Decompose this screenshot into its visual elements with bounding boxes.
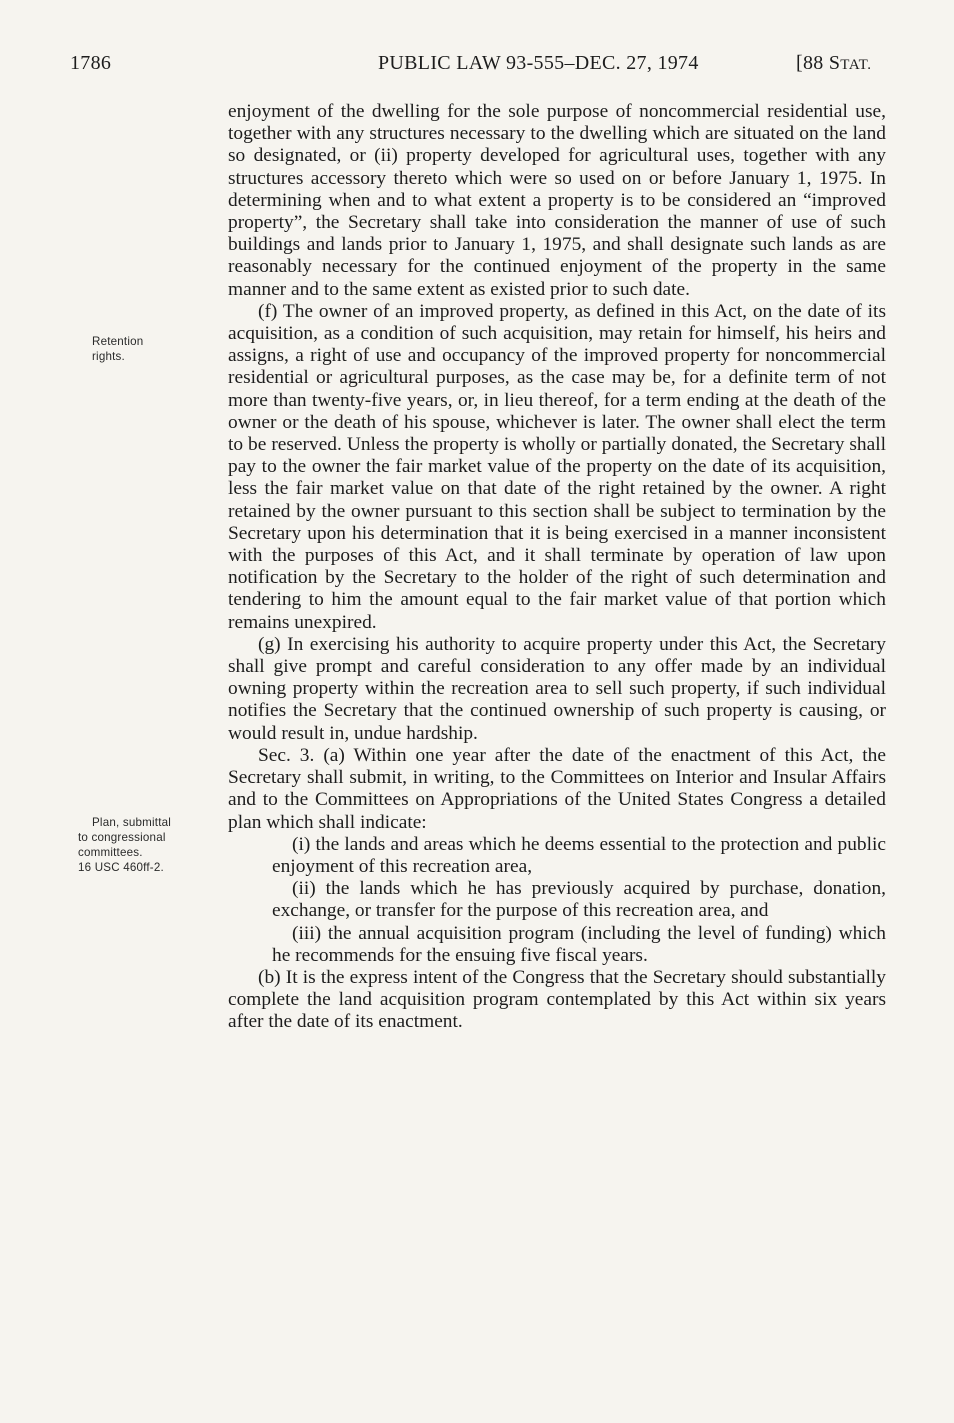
paragraph-b: (b) It is the express intent of the Congress that the Secretary should substantially complete the land acquisition program contemplated by this Act within six years after the date of its enactment.	[228, 966, 886, 1033]
section-3a-text: (a) Within one year after the date of the enactment of this Act, the Secretary shall submit, in writing, to the Committees on Interior and Insular Affairs and to the Committees on Appropriations of the United States Congress a detailed plan which shall indicate:	[228, 744, 886, 833]
margin-note-line: 16 USC 460ff-2.	[78, 861, 164, 874]
margin-note-line: committees.	[78, 846, 143, 859]
list-item-i: (i) the lands and areas which he deems essential to the protection and public enjoyment of this recreation area,	[272, 833, 886, 877]
statute-reference	[796, 52, 872, 75]
paragraph-f: (f) The owner of an improved property, as defined in this Act, on the date of its acquisition, as a condition of such acquisition, may retain for himself, his heirs and assigns, a right of use and occupancy of the improved property for noncommercial residential or agricultural purposes, as the case may be, for a definite term of not more than twenty-five years, or, in lieu thereof, for a term ending at the death of the owner or the death of his spouse, whichever is later. The owner shall elect the term to be reserved. Unless the property is wholly or partially donated, the Secretary shall pay to the owner the fair market value of the property on the date of its acquisition, less the fair market value on that date of the right retained by the owner. A right retained by the owner pursuant to this section shall be subject to termination by the Secretary upon his determination that it is being exercised in a manner inconsistent with the purposes of this Act, and it shall terminate by operation of law upon notification by the Secretary to the holder of the right of such determination and tendering to him the amount equal to the fair market value of that portion which remains unexpired.	[228, 300, 886, 633]
list-item-ii: (ii) the lands which he has previously acquired by purchase, donation, exchange, or transfer for the purpose of this recreation area, and	[272, 878, 886, 922]
section-label: Sec. 3.	[258, 744, 315, 766]
statute-prefix: [88 S	[796, 52, 841, 74]
margin-note-line: rights.	[92, 350, 125, 363]
page-number: 1786	[70, 52, 112, 74]
section-3a	[228, 745, 886, 834]
header-title: PUBLIC LAW 93-555–DEC. 27, 1974	[378, 52, 699, 74]
statute-suffix: TAT.	[840, 57, 872, 73]
paragraph-continued: enjoyment of the dwelling for the sole purpose of noncommercial residential use, together with any structures necessary to the dwelling which are situated on the land so designated, or (ii) property developed for agricultural uses, together with any structures accessory thereto which were so used on or before January 1, 1975. In determining when and to what extent a property is to be considered an “improved property”, the Secretary shall take into consideration the manner of use of such buildings and lands prior to January 1, 1975, and shall designate such lands as are reasonably necessary for the continued enjoyment of the property in the same manner and to the same extent as existed prior to such date.	[228, 101, 886, 300]
list-item-iii: (iii) the annual acquisition program (including the level of funding) which he recommends for the ensuing five fiscal years.	[272, 922, 886, 966]
margin-note-line: to congressional	[78, 831, 166, 844]
paragraph-g: (g) In exercising his authority to acquire property under this Act, the Secretary shall give prompt and careful consideration to any offer made by an individual owning property within the recreation area to sell such property, if such individual notifies the Secretary that the continued ownership of such property is causing, or would result in, undue hardship.	[228, 633, 886, 744]
running-header	[0, 52, 954, 82]
body-text	[228, 101, 886, 1034]
margin-note-line: Plan, submittal	[92, 816, 172, 829]
margin-note-plan	[78, 815, 171, 875]
margin-note-retention	[92, 334, 143, 364]
margin-note-line: Retention	[92, 335, 144, 348]
